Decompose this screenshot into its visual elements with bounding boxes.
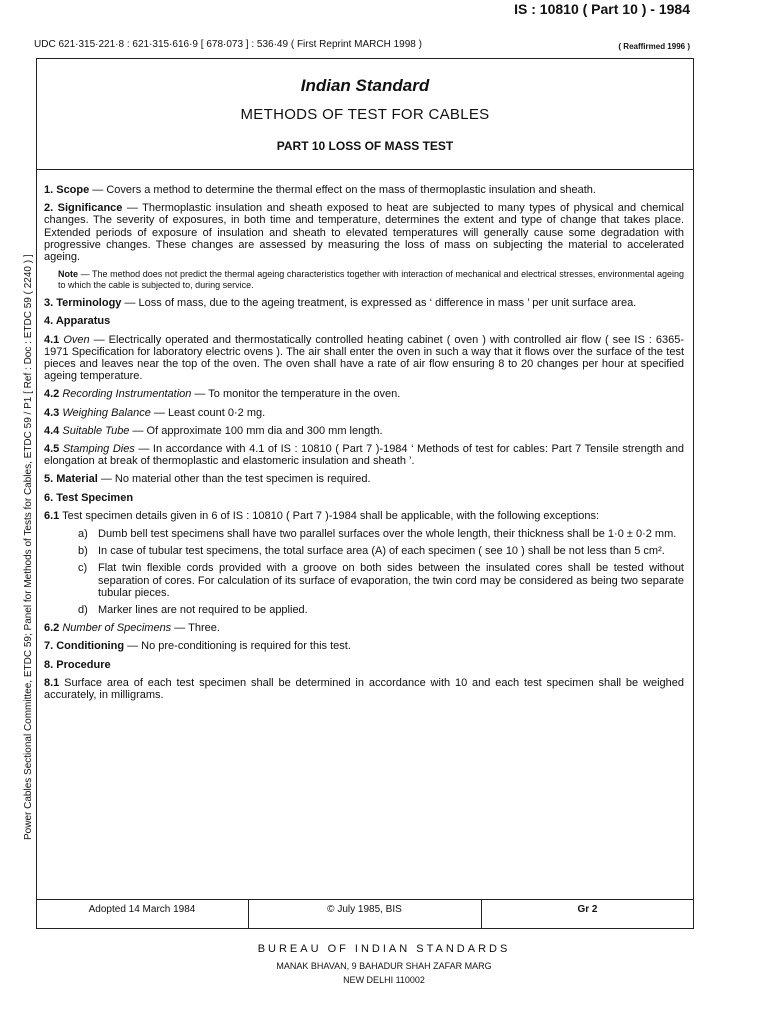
clause-4-4: 4.4 Suitable Tube — Of approximate 100 mm dia and 300 mm length. bbox=[44, 424, 383, 437]
exceptions-list bbox=[44, 528, 684, 616]
list-item: a) Dumb bell test specimens shall have two parallel surfaces over the whole length, their thickness shall be 1·0 ± 0·2 mm. bbox=[78, 528, 677, 541]
committee-side-text: Power Cables Sectional Committee, ETDC 59; Panel for Methods of Tests for Cables, ETDC 59 / P1 [ Ref : Doc : ETDC 59 ( 2240 ) ] bbox=[23, 254, 34, 840]
body-content bbox=[44, 184, 684, 707]
document-title: METHODS OF TEST FOR CABLES bbox=[240, 106, 490, 123]
clause-4-5: 4.5 Stamping Dies — In accordance with 4.1 of IS : 10810 ( Part 7 )-1984 ‘ Methods of test for cables: Part 7 Tensile strength and elongation at break of thermoplastic and elastomeric insulation and sheath ’. bbox=[44, 443, 684, 468]
title-divider bbox=[36, 169, 694, 170]
clause-6-1: 6.1 Test specimen details given in 6 of IS : 10810 ( Part 7 )-1984 shall be applicable, with the following exceptions: bbox=[44, 509, 600, 522]
list-item: d) Marker lines are not required to be applied. bbox=[78, 604, 308, 617]
section-apparatus-heading: 4. Apparatus bbox=[44, 315, 111, 328]
list-item: c) Flat twin flexible cords provided with a groove on both sides between the insulated cores shall be tested without separation of cores. For calculation of its surface of evaporation, the twin cord may be considered as being two separate tubular pieces. bbox=[78, 562, 684, 599]
copyright: © July 1985, BIS bbox=[327, 904, 402, 915]
section-significance: 2. Significance — Thermoplastic insulation and sheath exposed to heat are subjected to many types of physical and chemical changes. The severity of exposures, in both time and temperature, determines the extent and type of change that takes place. Extended periods of exposure of insulation and sheath to elevated temperatures will generally cause some degradation with progressive changes. These changes are assessed by measuring the loss of mass on subjecting the material to accelerated ageing. bbox=[44, 202, 684, 264]
publisher-address: MANAK BHAVAN, 9 BAHADUR SHAH ZAFAR MARG bbox=[276, 961, 492, 971]
section-terminology: 3. Terminology — Loss of mass, due to the ageing treatment, is expressed as ‘ difference in mass ’ per unit surface area. bbox=[44, 297, 637, 310]
clause-4-3: 4.3 Weighing Balance — Least count 0·2 mg. bbox=[44, 406, 266, 419]
section-material: 5. Material — No material other than the test specimen is required. bbox=[44, 473, 371, 486]
part-title: PART 10 LOSS OF MASS TEST bbox=[276, 139, 454, 153]
section-test-specimen-heading: 6. Test Specimen bbox=[44, 491, 134, 504]
publisher-city: NEW DELHI 110002 bbox=[343, 975, 425, 985]
udc-line: UDC 621·315·221·8 : 621·315·616·9 [ 678·073 ] : 536·49 ( First Reprint MARCH 1998 ) bbox=[34, 39, 422, 50]
clause-8-1: 8.1 Surface area of each test specimen shall be determined in accordance with 10 and each test specimen shall be weighed accurately, in milligrams. bbox=[44, 676, 684, 702]
reaffirmed-note: ( Reaffirmed 1996 ) bbox=[618, 42, 690, 51]
price-group: Gr 2 bbox=[577, 904, 598, 915]
list-item: b) In case of tubular test specimens, the total surface area (A) of each specimen ( see 10 ) shall be not less than 5 cm². bbox=[78, 545, 665, 558]
publisher-name: BUREAU OF INDIAN STANDARDS bbox=[257, 943, 511, 955]
section-procedure-heading: 8. Procedure bbox=[44, 658, 111, 671]
section-conditioning: 7. Conditioning — No pre-conditioning is required for this test. bbox=[44, 640, 351, 653]
note: Note — The method does not predict the thermal ageing characteristics together with interaction of mechanical and electrical stresses, environmental ageing to which the cable is subjected to, during service. bbox=[58, 269, 684, 291]
footer-divider bbox=[36, 899, 694, 900]
clause-6-2: 6.2 Number of Specimens — Three. bbox=[44, 622, 220, 635]
standard-number: IS : 10810 ( Part 10 ) - 1984 bbox=[514, 1, 690, 17]
adopted-date: Adopted 14 March 1984 bbox=[88, 904, 196, 915]
section-scope: 1. Scope — Covers a method to determine the thermal effect on the mass of thermoplastic insulation and sheath. bbox=[44, 184, 596, 196]
clause-4-2: 4.2 Recording Instrumentation — To monitor the temperature in the oven. bbox=[44, 388, 401, 401]
indian-standard-heading: Indian Standard bbox=[300, 76, 430, 95]
clause-4-1: 4.1 Oven — Electrically operated and thermostatically controlled heating cabinet ( oven ) with controlled air flow ( see IS : 6365-1971 Specification for laboratory electric ovens ). The air shall enter the oven in such a way that it flows over the surface of the test pieces and leaves near the top of the oven. The oven shall have a rate of air flow ensuring 8 to 20 changes per hour at specified ageing temperature. bbox=[44, 333, 684, 383]
